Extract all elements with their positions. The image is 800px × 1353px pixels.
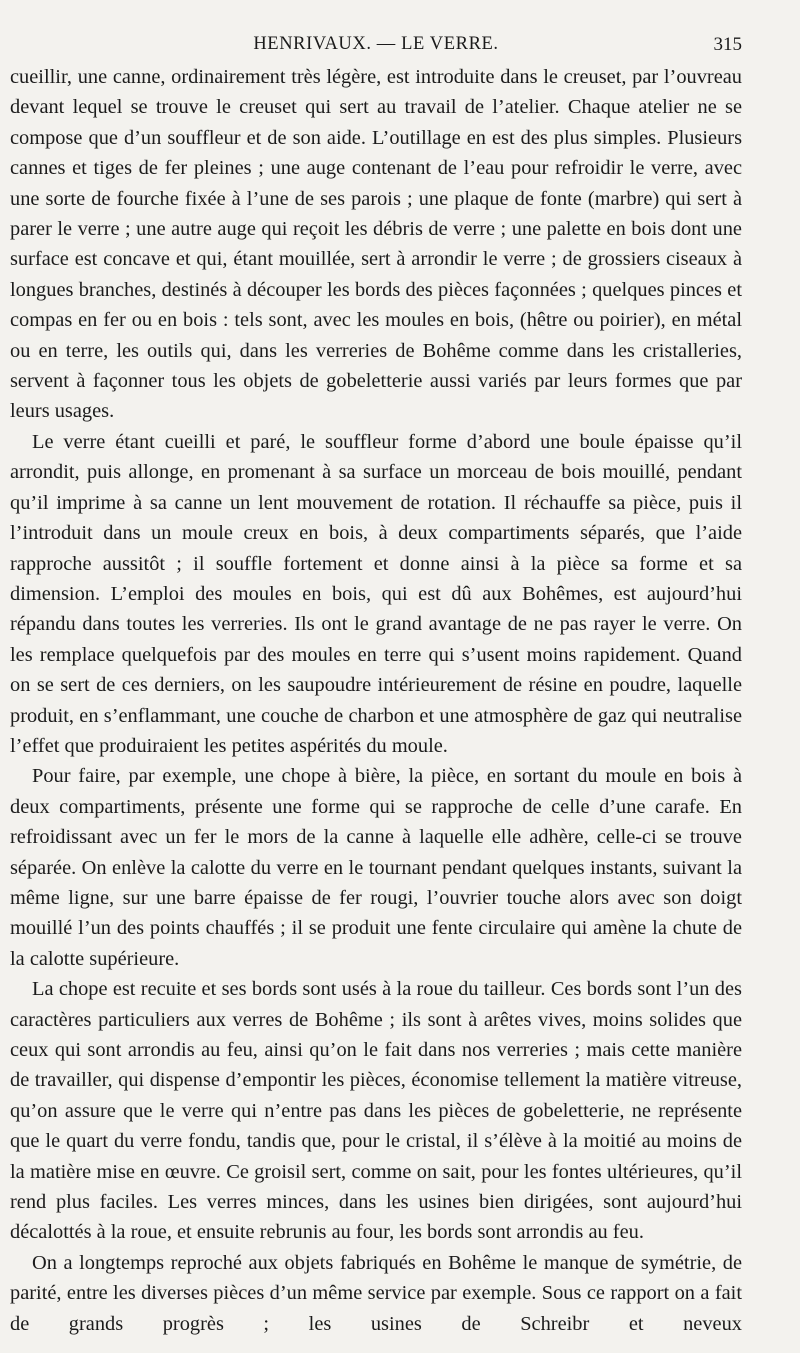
page-header <box>10 34 742 56</box>
paragraph-3: Pour faire, par exemple, une chope à bière, la pièce, en sortant du moule en bois à deux compartiments, présente une forme qui se rapproche de celle d’une carafe. En refroidissant avec un fer le mors de la canne à laquelle elle adhère, celle-ci se trouve séparée. On enlève la calotte du verre en le tournant pendant quelques instants, suivant la même ligne, sur une barre épaisse de fer rougi, l’ouvrier touche alors avec son doigt mouillé l’un des points chauffés ; il se produit une fente circulaire qui amène la chute de la calotte supérieure. <box>10 765 742 970</box>
paragraph-4: La chope est recuite et ses bords sont usés à la roue du tailleur. Ces bords sont l’un des caractères particuliers aux verres de Bohême ; ils sont à arêtes vives, moins solides que ceux qui sont arrondis au feu, ainsi qu’on le fait dans nos verreries ; mais cette manière de travailler, qui dispense d’empontir les pièces, économise tellement la matière vitreuse, qu’on assure que le verre qui n’entre pas dans les pièces de gobeletterie, ne représente que le quart du verre fondu, tandis que, pour le cristal, il s’élève à la moitié au moins de la matière mise en œuvre. Ce groisil sert, comme on sait, pour les fontes ultérieures, qu’il rend plus faciles. Les verres minces, dans les usines bien dirigées, sont aujourd’hui décalottés à la roue, et ensuite rebrunis au four, les bords sont arrondis au feu. <box>10 978 742 1244</box>
page-number: 315 <box>713 34 742 55</box>
body-text <box>10 62 742 1339</box>
paragraph-1: cueillir, une canne, ordinairement très légère, est introduite dans le creuset, par l’ouvreau devant lequel se trouve le creuset qui sert au travail de l’atelier. Chaque atelier ne se compose que d’un souffleur et de son aide. L’outillage en est des plus simples. Plusieurs cannes et tiges de fer pleines ; une auge contenant de l’eau pour refroidir le verre, avec une sorte de fourche fixée à l’une de ses parois ; une plaque de fonte (marbre) qui sert à parer le verre ; une autre auge qui reçoit les débris de verre ; une palette en bois dont une surface est concave et qui, étant mouillée, sert à arrondir le verre ; de grossiers ciseaux à longues branches, destinés à découper les bords des pièces façonnées ; quelques pinces et compas en fer ou en bois : tels sont, avec les moules en bois, (hêtre ou poirier), en métal ou en terre, les outils qui, dans les verreries de Bohême comme dans les cristalleries, servent à façonner tous les objets de gobeletterie aussi variés par leurs formes que par leurs usages. <box>10 66 742 423</box>
paragraph-5: On a longtemps reproché aux objets fabriqués en Bohême le manque de symétrie, de parité, entre les diverses pièces d’un même service par exemple. Sous ce rapport on a fait de grands progrès ; les usines de Schreibr et neveux <box>10 1251 742 1335</box>
paragraph-2: Le verre étant cueilli et paré, le souffleur forme d’abord une boule épaisse qu’il arrondit, puis allonge, en promenant à sa surface un morceau de bois mouillé, pendant qu’il imprime à sa canne un lent mouvement de rotation. Il réchauffe sa pièce, puis il l’introduit dans un moule creux en bois, à deux compartiments séparés, que l’aide rapproche aussitôt ; il souffle fortement et donne ainsi à la pièce sa forme et sa dimension. L’emploi des moules en bois, qui est dû aux Bohêmes, est aujourd’hui répandu dans toutes les verreries. Ils ont le grand avantage de ne pas rayer le verre. On les remplace quelquefois par des moules en terre qui s’usent moins rapidement. Quand on se sert de ces derniers, on les saupoudre intérieurement de résine en poudre, laquelle produit, en s’enflammant, une couche de charbon et une atmosphère de gaz qui neutralise l’effet que produiraient les petites aspérités du moule. <box>10 430 742 757</box>
running-head: HENRIVAUX. — LE VERRE. <box>253 34 499 54</box>
